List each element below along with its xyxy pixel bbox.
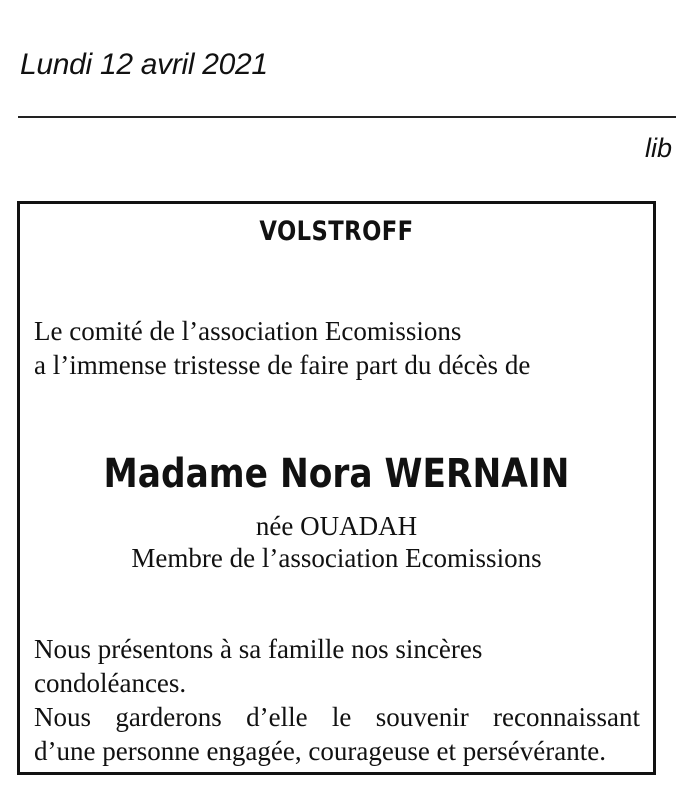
intro-line: a l’immense tristesse de faire part du décès de [34, 350, 531, 380]
maiden-name: née OUADAH [255, 511, 418, 541]
intro-line: Le comité de l’association Ecomissions [34, 316, 462, 346]
notice-heading: VOLSTROFF [259, 216, 414, 247]
membership-line: Membre de l’association Ecomissions [131, 543, 542, 573]
closing-line: condoléances. [34, 668, 187, 698]
deceased-name: Madame Nora WERNAIN [103, 451, 570, 497]
notice-intro [34, 314, 634, 382]
header-rule [18, 116, 676, 118]
closing-line: d’une personne engagée, courageuse et persévérante. [34, 736, 606, 766]
closing-line: Nous garderons d’elle le souvenir reconnaissant [34, 702, 640, 732]
closing-line: Nous présentons à sa famille nos sincères [34, 634, 483, 664]
notice-closing [34, 632, 640, 768]
obituary-notice [17, 201, 656, 775]
cutoff-text: lib [645, 133, 673, 163]
page-date: Lundi 12 avril 2021 [20, 48, 268, 81]
